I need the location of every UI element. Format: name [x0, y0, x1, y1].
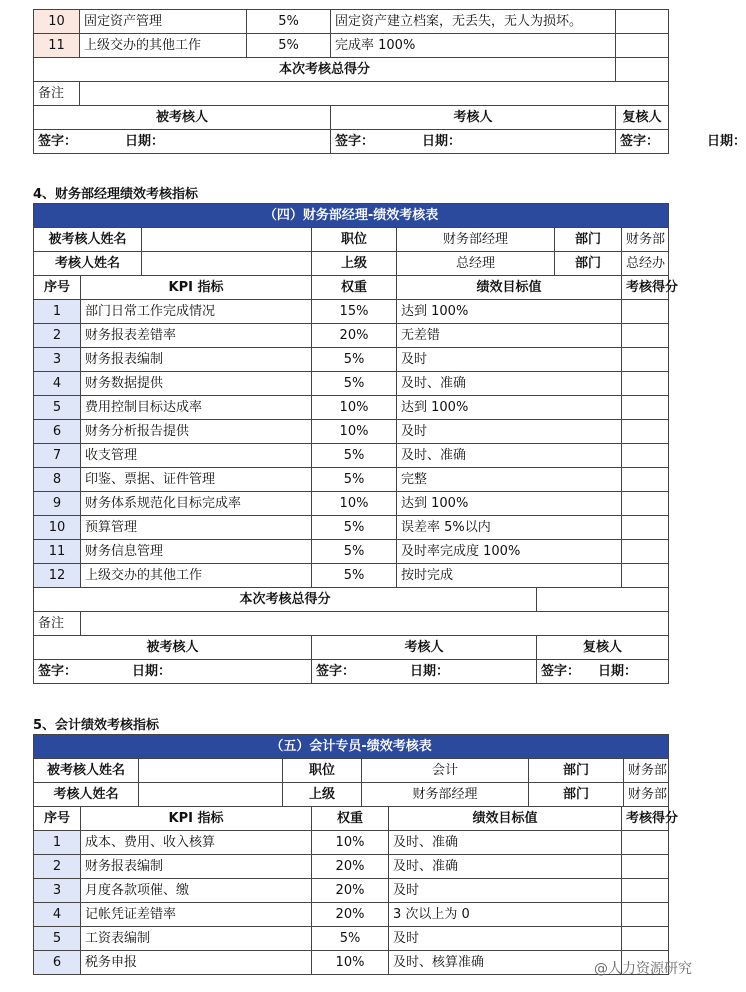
kpi-target: 及时、核算准确 [389, 951, 622, 975]
kpi-score [622, 927, 669, 951]
row-number: 10 [34, 10, 80, 34]
sign-cell-assessee [34, 130, 331, 154]
table-row [34, 903, 669, 927]
sign-header-assessor: 考核人 [331, 106, 616, 130]
kpi-weight: 5% [312, 516, 397, 540]
kpi-weight: 5% [312, 540, 397, 564]
row-number: 6 [34, 420, 81, 444]
row-number: 3 [34, 348, 81, 372]
sign-cell-assessor [331, 130, 616, 154]
sign-header-assessor: 考核人 [312, 636, 537, 660]
kpi-weight: 5% [312, 468, 397, 492]
kpi-name: 财务体系规范化目标完成率 [81, 492, 312, 516]
row-number: 6 [34, 951, 81, 975]
kpi-name: 税务申报 [81, 951, 312, 975]
table-row [34, 855, 669, 879]
remark-label: 备注 [34, 82, 80, 106]
table-row [34, 348, 669, 372]
assessor-name-label: 考核人姓名 [34, 252, 142, 276]
kpi-target: 及时、准确 [389, 855, 622, 879]
assessee-name-value [139, 759, 283, 783]
sign-label: 签字： [316, 663, 356, 679]
superior-label: 上级 [312, 252, 397, 276]
top-summary-table [33, 57, 746, 154]
sign-label: 签字： [620, 133, 660, 149]
remark-row [34, 612, 669, 636]
kpi-weight: 5% [312, 444, 397, 468]
table-row [34, 372, 669, 396]
row-number: 9 [34, 492, 81, 516]
table-row [34, 420, 669, 444]
date-label: 日期： [132, 663, 172, 679]
total-score-value [537, 588, 669, 612]
kpi-target: 及时、准确 [397, 444, 622, 468]
row-number: 1 [34, 300, 81, 324]
kpi-name: 财务报表编制 [81, 348, 312, 372]
table-row [34, 516, 669, 540]
kpi-target: 达到 100% [397, 396, 622, 420]
column-header-row [34, 276, 669, 300]
assessor-name-value [142, 252, 312, 276]
kpi-score [622, 855, 669, 879]
dept-label: 部门 [529, 759, 624, 783]
kpi-target: 达到 100% [397, 492, 622, 516]
kpi-score [622, 396, 669, 420]
table-row [34, 444, 669, 468]
watermark-text: @人力资源研究 [594, 961, 692, 977]
table-row [34, 34, 669, 58]
dept-label: 部门 [555, 252, 622, 276]
sign-cell-reviewer [537, 660, 669, 684]
kpi-score [622, 564, 669, 588]
remark-label: 备注 [34, 612, 81, 636]
date-label: 日期： [598, 663, 638, 679]
table-row [34, 10, 669, 34]
row-number: 12 [34, 564, 81, 588]
row-number: 2 [34, 855, 81, 879]
sign-header-row [34, 106, 669, 130]
kpi-weight: 10% [312, 492, 397, 516]
kpi-score [622, 348, 669, 372]
sign-row [34, 660, 669, 684]
row-number: 5 [34, 927, 81, 951]
kpi-weight: 5% [312, 927, 389, 951]
position-value: 财务部经理 [397, 228, 555, 252]
sign-label: 签字： [38, 663, 78, 679]
kpi-weight: 5% [247, 10, 331, 34]
row-number: 11 [34, 34, 80, 58]
kpi-score [622, 831, 669, 855]
section4-kpi-table [33, 275, 679, 588]
kpi-name: 财务分析报告提供 [81, 420, 312, 444]
total-score-label: 本次考核总得分 [34, 588, 537, 612]
sign-cell-reviewer [616, 130, 746, 154]
section4-summary-table [33, 587, 669, 684]
kpi-weight: 10% [312, 420, 397, 444]
dept-value: 财务部 [624, 783, 669, 807]
table-row [34, 927, 669, 951]
kpi-score [622, 468, 669, 492]
assessee-name-label: 被考核人姓名 [34, 228, 142, 252]
position-value: 会计 [362, 759, 529, 783]
dept-label: 部门 [529, 783, 624, 807]
col-header-weight: 权重 [312, 276, 397, 300]
col-header-weight: 权重 [312, 807, 389, 831]
col-header-target: 绩效目标值 [397, 276, 622, 300]
col-header-score: 考核得分 [622, 807, 669, 831]
superior-value: 总经理 [397, 252, 555, 276]
table-title-row [34, 735, 669, 759]
info-row [34, 228, 669, 252]
kpi-target: 及时 [397, 420, 622, 444]
table-row [34, 492, 669, 516]
sign-header-row [34, 636, 669, 660]
kpi-weight: 20% [312, 855, 389, 879]
section4-heading: 4、财务部经理绩效考核指标 [33, 187, 199, 202]
col-header-kpi: KPI 指标 [81, 276, 312, 300]
kpi-weight: 10% [312, 951, 389, 975]
kpi-score [622, 444, 669, 468]
date-label: 日期： [125, 133, 165, 149]
kpi-score [622, 903, 669, 927]
kpi-name: 部门日常工作完成情况 [81, 300, 312, 324]
kpi-target: 达到 100% [397, 300, 622, 324]
table-row [34, 564, 669, 588]
kpi-target: 及时 [389, 879, 622, 903]
date-label: 日期： [707, 133, 746, 149]
position-label: 职位 [312, 228, 397, 252]
dept-value: 总经办 [622, 252, 669, 276]
col-header-score: 考核得分 [622, 276, 669, 300]
dept-value: 财务部 [624, 759, 669, 783]
table-row [34, 468, 669, 492]
row-number: 4 [34, 372, 81, 396]
sign-header-reviewer: 复核人 [616, 106, 669, 130]
kpi-target: 完整 [397, 468, 622, 492]
total-score-value [616, 58, 669, 82]
date-label: 日期： [422, 133, 462, 149]
total-score-label: 本次考核总得分 [34, 58, 616, 82]
superior-label: 上级 [283, 783, 362, 807]
kpi-weight: 5% [312, 372, 397, 396]
kpi-score [622, 540, 669, 564]
watermark [594, 958, 692, 978]
kpi-weight: 5% [312, 564, 397, 588]
table-row [34, 396, 669, 420]
kpi-target: 3 次以上为 0 [389, 903, 622, 927]
table-row [34, 300, 669, 324]
kpi-weight: 20% [312, 324, 397, 348]
table-row [34, 324, 669, 348]
remark-value [81, 612, 669, 636]
table-title: （五）会计专员-绩效考核表 [34, 735, 669, 759]
table-title-row [34, 204, 669, 228]
section5-header-table [33, 734, 669, 807]
row-number: 7 [34, 444, 81, 468]
column-header-row [34, 807, 669, 831]
assessee-name-label: 被考核人姓名 [34, 759, 139, 783]
kpi-score [622, 879, 669, 903]
kpi-target: 及时 [389, 927, 622, 951]
table-row [34, 879, 669, 903]
kpi-target: 固定资产建立档案，无丢失，无人为损坏。 [331, 10, 616, 34]
kpi-score [622, 516, 669, 540]
sign-header-assessee: 被考核人 [34, 106, 331, 130]
kpi-weight: 10% [312, 396, 397, 420]
row-number: 1 [34, 831, 81, 855]
kpi-target: 及时、准确 [397, 372, 622, 396]
info-row [34, 252, 669, 276]
row-number: 11 [34, 540, 81, 564]
kpi-score [622, 372, 669, 396]
kpi-score [622, 420, 669, 444]
dept-label: 部门 [555, 228, 622, 252]
kpi-name: 上级交办的其他工作 [80, 34, 247, 58]
sign-label: 签字： [541, 663, 581, 679]
info-row [34, 759, 669, 783]
assessee-name-value [142, 228, 312, 252]
kpi-name: 预算管理 [81, 516, 312, 540]
section5-kpi-table [33, 806, 679, 975]
col-header-target: 绩效目标值 [389, 807, 622, 831]
kpi-name: 财务报表差错率 [81, 324, 312, 348]
total-score-row [34, 588, 669, 612]
row-number: 3 [34, 879, 81, 903]
top-kpi-table [33, 9, 669, 58]
col-header-kpi: KPI 指标 [81, 807, 312, 831]
sign-label: 签字： [38, 133, 78, 149]
sign-label: 签字： [335, 133, 375, 149]
kpi-weight: 20% [312, 879, 389, 903]
table-title: （四）财务部经理-绩效考核表 [34, 204, 669, 228]
kpi-target: 按时完成 [397, 564, 622, 588]
row-number: 5 [34, 396, 81, 420]
sign-row [34, 130, 669, 154]
section4-header-table [33, 203, 669, 276]
kpi-weight: 5% [247, 34, 331, 58]
kpi-name: 上级交办的其他工作 [81, 564, 312, 588]
table-row [34, 540, 669, 564]
kpi-name: 财务信息管理 [81, 540, 312, 564]
kpi-name: 记帐凭证差错率 [81, 903, 312, 927]
kpi-name: 财务报表编制 [81, 855, 312, 879]
kpi-name: 月度各款项催、缴 [81, 879, 312, 903]
superior-value: 财务部经理 [362, 783, 529, 807]
kpi-name: 收支管理 [81, 444, 312, 468]
kpi-name: 财务数据提供 [81, 372, 312, 396]
kpi-target: 误差率 5%以内 [397, 516, 622, 540]
sign-cell-assessee [34, 660, 312, 684]
kpi-target: 无差错 [397, 324, 622, 348]
sign-header-assessee: 被考核人 [34, 636, 312, 660]
kpi-name: 成本、费用、收入核算 [81, 831, 312, 855]
section5-heading: 5、会计绩效考核指标 [33, 718, 160, 733]
table-row [34, 831, 669, 855]
kpi-target: 及时率完成度 100% [397, 540, 622, 564]
dept-value: 财务部 [622, 228, 669, 252]
sign-cell-assessor [312, 660, 537, 684]
sign-header-reviewer: 复核人 [537, 636, 669, 660]
kpi-score [622, 492, 669, 516]
remark-value [80, 82, 669, 106]
row-number: 2 [34, 324, 81, 348]
kpi-name: 固定资产管理 [80, 10, 247, 34]
info-row [34, 783, 669, 807]
kpi-weight: 20% [312, 903, 389, 927]
date-label: 日期： [410, 663, 450, 679]
table-row [34, 951, 669, 975]
kpi-score [616, 10, 669, 34]
kpi-name: 工资表编制 [81, 927, 312, 951]
kpi-score [622, 324, 669, 348]
row-number: 8 [34, 468, 81, 492]
kpi-score [616, 34, 669, 58]
kpi-target: 及时、准确 [389, 831, 622, 855]
position-label: 职位 [283, 759, 362, 783]
col-header-no: 序号 [34, 807, 81, 831]
row-number: 10 [34, 516, 81, 540]
kpi-weight: 15% [312, 300, 397, 324]
kpi-name: 费用控制目标达成率 [81, 396, 312, 420]
total-score-row [34, 58, 669, 82]
kpi-name: 印鉴、票据、证件管理 [81, 468, 312, 492]
assessor-name-label: 考核人姓名 [34, 783, 139, 807]
kpi-target: 完成率 100% [331, 34, 616, 58]
remark-row [34, 82, 669, 106]
row-number: 4 [34, 903, 81, 927]
kpi-score [622, 300, 669, 324]
assessor-name-value [139, 783, 283, 807]
kpi-weight: 5% [312, 348, 397, 372]
kpi-weight: 10% [312, 831, 389, 855]
kpi-target: 及时 [397, 348, 622, 372]
col-header-no: 序号 [34, 276, 81, 300]
